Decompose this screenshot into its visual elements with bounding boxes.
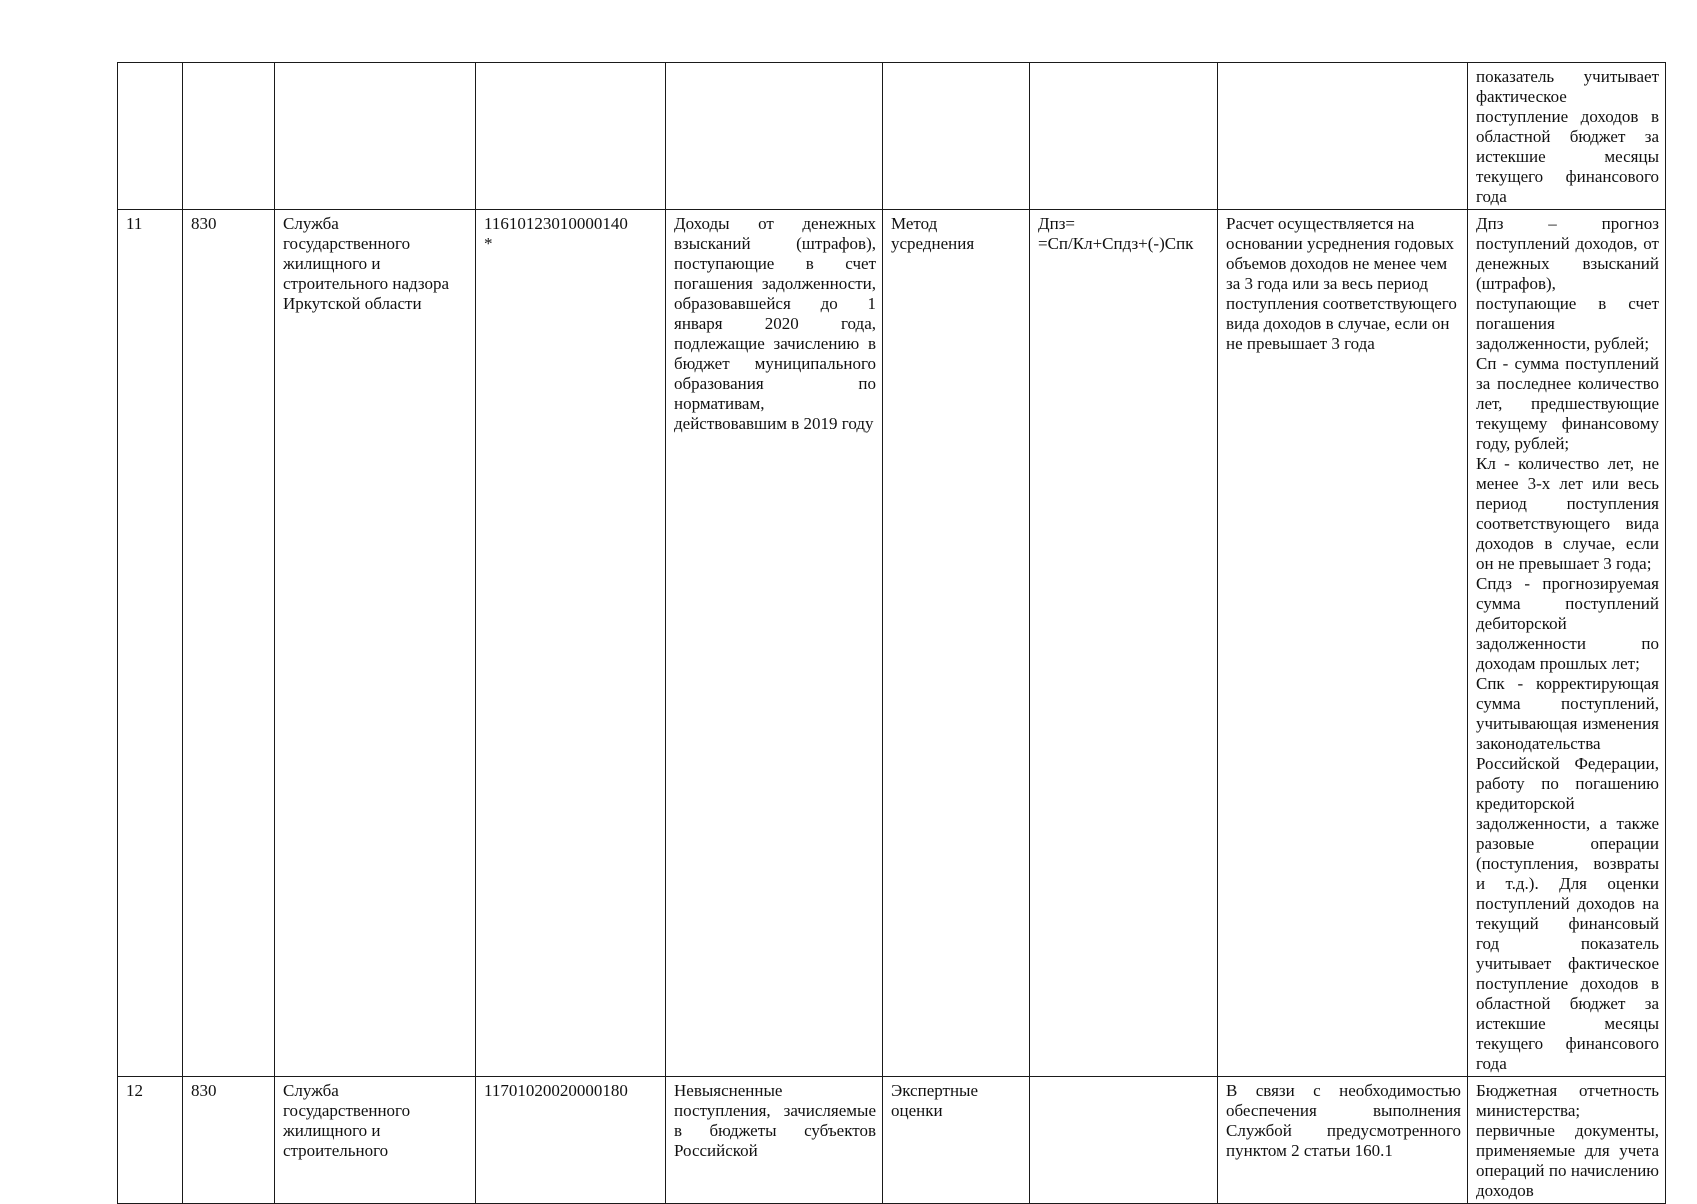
calculation-algorithm: В связи с необходимостью обеспечения выполнения Службой предусмотренного пунктом 2 статьи 160.1 — [1218, 1077, 1468, 1204]
forecast-formula — [1030, 210, 1218, 1077]
formula-line-1: Дпз= — [1038, 214, 1075, 233]
forecast-formula — [1030, 1077, 1218, 1204]
kbk-code: 11701020020000180 — [476, 1077, 666, 1204]
cell-explanation: показатель учитывает фактическое поступление доходов в областной бюджет за истекшие месяцы текущего финансового года — [1468, 63, 1666, 210]
indicator-explanation — [1468, 210, 1666, 1077]
cell-kbk — [476, 63, 666, 210]
row-number: 11 — [118, 210, 183, 1077]
forecast-method: Экспертные оценки — [883, 1077, 1030, 1204]
cell-admin-code — [183, 63, 275, 210]
explanation-spk: Спк - корректирующая сумма поступлений, учитывающая изменения законодательства Российской Федерации, работу по погашению кредиторской задолженности, а также разовые операции (поступления, возвраты и т.д.). Для оценки поступлений доходов на текущий финансовый год показатель учитывает фактическое поступление доходов в областной бюджет за истекшие месяцы текущего финансового года — [1476, 674, 1659, 1073]
cell-calculation — [1218, 63, 1468, 210]
table-row-continuation — [118, 63, 1666, 210]
explanation-kl: Кл - количество лет, не менее 3-х лет или весь период поступления соответствующего вида доходов в случае, если он не превышает 3 года; — [1476, 454, 1659, 573]
admin-name: Служба государственного жилищного и строительного надзора Иркутской области — [275, 210, 476, 1077]
admin-code: 830 — [183, 1077, 275, 1204]
formula-line-2: =Сп/Кл+Спдз+(-)Спк — [1038, 234, 1194, 253]
explanation-sp: Сп - сумма поступлений за последнее количество лет, предшествующие текущему финансовому году, рублей; — [1476, 354, 1659, 453]
admin-code: 830 — [183, 210, 275, 1077]
table-row — [118, 1077, 1666, 1204]
cell-formula — [1030, 63, 1218, 210]
admin-name: Служба государственного жилищного и строительного — [275, 1077, 476, 1204]
row-number: 12 — [118, 1077, 183, 1204]
income-name: Невыясненные поступления, зачисляемые в бюджеты субъектов Российской — [666, 1077, 883, 1204]
indicator-explanation: Бюджетная отчетность министерства; первичные документы, применяемые для учета операций по начислению доходов — [1468, 1077, 1666, 1204]
explanation-spdz: Спдз - прогнозируемая сумма поступлений дебиторской задолженности по доходам прошлых лет; — [1476, 574, 1659, 673]
cell-admin-name — [275, 63, 476, 210]
kbk-code — [476, 210, 666, 1077]
calculation-algorithm: Расчет осуществляется на основании усреднения годовых объемов доходов не менее чем за 3 года или за весь период поступления соответствующего вида доходов в случае, если он не превышает 3 года — [1218, 210, 1468, 1077]
cell-income-name — [666, 63, 883, 210]
explanation-dpz: Дпз – прогноз поступлений доходов, от денежных взысканий (штрафов), поступающие в счет погашения задолженности, рублей; — [1476, 214, 1659, 353]
revenue-forecast-table — [117, 62, 1666, 1204]
cell-method — [883, 63, 1030, 210]
table-row — [118, 210, 1666, 1077]
kbk-footnote-mark: * — [484, 234, 493, 253]
cell-num — [118, 63, 183, 210]
kbk-value: 11610123010000140 — [484, 214, 628, 233]
forecast-method: Метод усреднения — [883, 210, 1030, 1077]
income-name: Доходы от денежных взысканий (штрафов), поступающие в счет погашения задолженности, образовавшейся до 1 января 2020 года, подлежащие зачислению в бюджет муниципального образования по нормативам, действовавшим в 2019 году — [666, 210, 883, 1077]
